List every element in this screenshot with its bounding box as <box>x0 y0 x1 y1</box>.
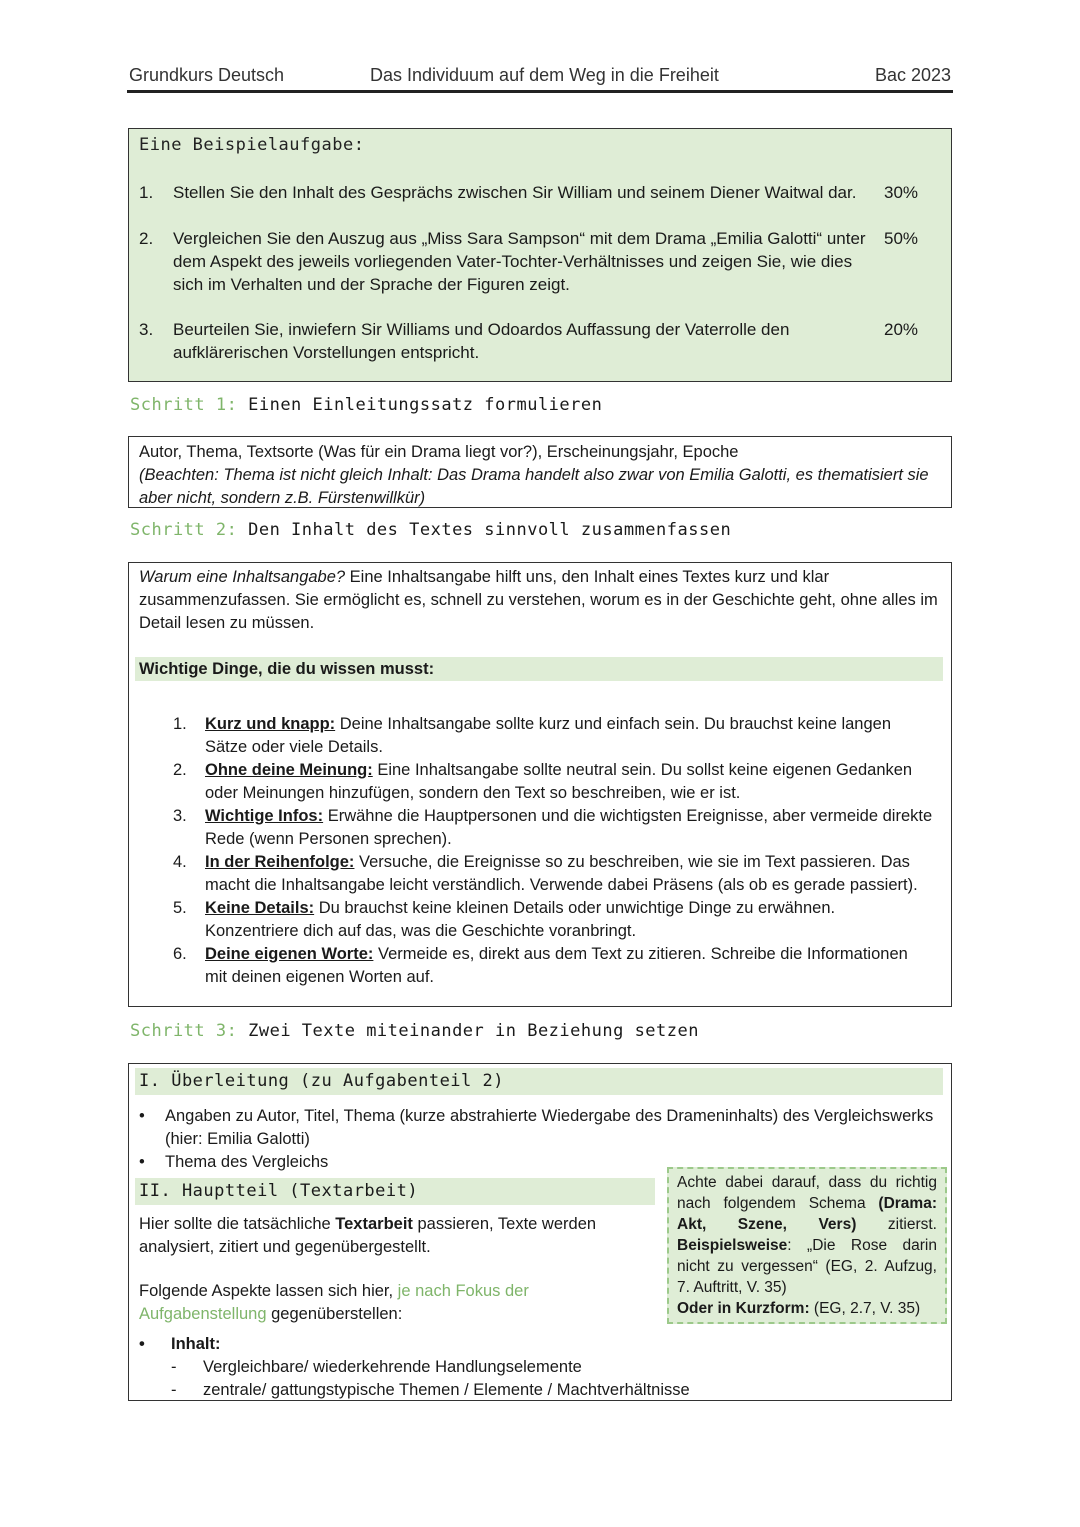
course-name: Grundkurs Deutsch <box>129 65 285 85</box>
hint-short-label: Oder in Kurzform: <box>677 1300 810 1317</box>
hint-example-label: Beispielsweise <box>677 1237 788 1254</box>
step3-heading <box>130 1021 699 1041</box>
item-number: 5. <box>173 899 187 917</box>
hint-example: : „Die Rose darin nicht zu vergessen“ (EG, 2. Aufzug, 7. Auftritt, V. 35) <box>677 1237 937 1296</box>
item-text: Eine Inhaltsangabe sollte neutral sein. Du sollst keine eigenen Gedanken oder Meinungen hinzufügen, sondern den Text so beschreiben, wie er ist. <box>205 761 913 802</box>
step3-title: Zwei Texte miteinander in Beziehung setzen <box>248 1021 699 1041</box>
item-number: 6. <box>173 945 187 963</box>
aspects-paragraph <box>139 1280 559 1326</box>
summary-rules-list <box>173 713 933 989</box>
textarbeit-post: passieren, Texte werden analysiert, zitiert und gegenübergestellt. <box>139 1215 597 1256</box>
example-task-box <box>128 128 952 382</box>
aspects-post: gegenüberstellen: <box>266 1305 403 1323</box>
inhalt-label: Inhalt: <box>171 1335 221 1353</box>
item-term: Keine Details: <box>205 899 315 917</box>
inhalt-subitem-text: Vergleichbare/ wiederkehrende Handlungselemente <box>203 1358 582 1376</box>
item-text: Du brauchst keine kleinen Details oder unwichtige Dinge zu erwähnen. Konzentriere dich auf das, was die Geschichte voranbringt. <box>205 899 836 940</box>
textarbeit-bold: Textarbeit <box>335 1215 413 1233</box>
item-number: 4. <box>173 853 187 871</box>
item-number: 3. <box>173 807 187 825</box>
step2-label: Schritt 2: <box>130 520 238 540</box>
step1-content <box>139 441 939 510</box>
bullet-text: Angaben zu Autor, Titel, Thema (kurze abstrahierte Wiedergabe des Drameninhalts) des Vergleichswerks <box>165 1107 934 1125</box>
hint-schema: (Drama: Akt, Szene, Vers) <box>677 1195 937 1233</box>
bullet-text-cont: (hier: Emilia Galotti) <box>165 1130 310 1148</box>
step1-label: Schritt 1: <box>130 395 238 415</box>
item-term: Kurz und knapp: <box>205 715 336 733</box>
task-weight: 20% <box>884 320 919 339</box>
task-text: Beurteilen Sie, inwiefern Sir Williams und Odoardos Auffassung der Vaterrolle den aufklärerischen Vorstellungen entspricht. <box>173 320 790 362</box>
aspects-pre: Folgende Aspekte lassen sich hier, <box>139 1282 398 1300</box>
step1-line: Autor, Thema, Textsorte (Was für ein Drama liegt vor?), Erscheinungsjahr, Epoche <box>139 443 739 461</box>
step1-heading <box>130 395 602 415</box>
step3-box: I. Überleitung (zu Aufgabenteil 2) • Angaben zu Autor, Titel, Thema (kurze abstrahierte Wiedergabe des Drameninhalts) des Vergleichswerks (hier: Emilia Galotti) • Thema des Vergleichs II. Hauptteil (Textarbeit) Hier sollte die tatsächliche Textarbeit passieren, Texte werden analysiert, zitiert und gegenübergestellt. Folgende Aspekte lassen sich hier, je nach Fokus der Aufgabenstellung gegenüberstellen: • Inhalt: - Vergleichbare/ wiederkehrende Handlungselemente - zentrale/ gattungstypische Themen / Elemente / Machtverhältnisse Achte dabei darauf, dass du richtig nach folgendem Schema (Drama: Akt, Szene, Vers) zitierst. Beispielsweise: „Die Rose darin nicht zu vergessen“ (EG, 2. Aufzug, 7. Auftritt, V. 35) Oder in Kurzform: (EG, 2.7, V. 35) <box>128 1063 952 1401</box>
step2-subheading: Wichtige Dinge, die du wissen musst: <box>139 660 435 678</box>
hint-text: Achte dabei darauf, dass du richtig nach folgendem Schema <box>677 1174 937 1212</box>
step2-title: Den Inhalt des Textes sinnvoll zusammenfassen <box>248 520 732 540</box>
textarbeit-pre: Hier sollte die tatsächliche <box>139 1215 336 1233</box>
item-text: Versuche, die Ereignisse so zu beschreiben, wie sie im Text passieren. Das macht die Inhaltsangabe leicht verständlich. Verwende dabei Präsens (als ob es gerade passiert). <box>205 853 918 894</box>
step3-label: Schritt 3: <box>130 1021 238 1041</box>
section1-heading: I. Überleitung (zu Aufgabenteil 2) <box>139 1071 504 1091</box>
citation-hint-box <box>667 1167 947 1324</box>
list-item <box>173 759 933 805</box>
task-weight: 50% <box>884 229 919 248</box>
page-header <box>127 62 953 93</box>
step2-heading <box>130 520 731 540</box>
example-task-title: Eine Beispielaufgabe: <box>139 135 365 155</box>
bullet-dot: • <box>139 1335 145 1353</box>
hint-short: (EG, 2.7, V. 35) <box>809 1300 921 1317</box>
bullet-text: Thema des Vergleichs <box>165 1153 329 1171</box>
inhalt-subitem-text: zentrale/ gattungstypische Themen / Elemente / Machtverhältnisse <box>203 1381 690 1399</box>
list-item <box>173 713 933 759</box>
list-item <box>173 943 933 989</box>
step1-note: (Beachten: Thema ist nicht gleich Inhalt: Das Drama handelt also zwar von Emilia Galotti, es thematisiert sie aber nicht, sondern z.B. Fürstenwillkür) <box>139 466 929 507</box>
intro-text: Eine Inhaltsangabe hilft uns, den Inhalt eines Textes kurz und klar zusammenzufassen. Sie ermöglicht es, schnell zu verstehen, worum es in der Geschichte geht, ohne alles im Detail lesen zu müssen. <box>139 568 938 632</box>
item-text: Vermeide es, direkt aus dem Text zu zitieren. Schreibe die Informationen mit deinen eigenen Worten auf. <box>205 945 908 986</box>
task-weight: 30% <box>884 183 919 202</box>
task-number: 1. <box>139 183 154 202</box>
section2-heading: II. Hauptteil (Textarbeit) <box>139 1181 419 1201</box>
hint-text: zitierst. <box>856 1216 937 1233</box>
step1-box <box>128 436 952 508</box>
item-text: Erwähne die Hauptpersonen und die wichtigsten Ereignisse, aber vermeide direkte Rede (wenn Personen sprechen). <box>205 807 933 848</box>
task-number: 2. <box>139 229 154 248</box>
exam-label: Bac 2023 <box>874 65 951 85</box>
item-term: In der Reihenfolge: <box>205 853 355 871</box>
step2-intro <box>139 566 939 635</box>
step1-title: Einen Einleitungssatz formulieren <box>248 395 603 415</box>
item-number: 1. <box>173 715 187 733</box>
list-item <box>173 897 933 943</box>
bullet-dot: • <box>139 1153 145 1171</box>
item-term: Deine eigenen Worte: <box>205 945 374 963</box>
step2-box <box>128 562 952 1007</box>
bullet-dot: • <box>139 1107 145 1125</box>
item-term: Ohne deine Meinung: <box>205 761 373 779</box>
list-item <box>173 805 933 851</box>
list-item <box>173 851 933 897</box>
item-term: Wichtige Infos: <box>205 807 324 825</box>
item-number: 2. <box>173 761 187 779</box>
intro-question: Warum eine Inhaltsangabe? <box>139 568 346 586</box>
item-text: Deine Inhaltsangabe sollte kurz und einfach sein. Du brauchst keine langen Sätze oder viele Details. <box>205 715 892 756</box>
textarbeit-paragraph <box>139 1213 629 1259</box>
task-text: Vergleichen Sie den Auszug aus „Miss Sara Sampson“ mit dem Drama „Emilia Galotti“ unter dem Aspekt des jeweils vorliegenden Vater-Tochter-Verhältnisses und zeigen Sie, wie dies sich im Verhalten und der Sprache der Figuren zeigt. <box>173 229 866 294</box>
task-text: Stellen Sie den Inhalt des Gesprächs zwischen Sir William und seinem Diener Waitwal dar. <box>173 183 857 202</box>
aspects-highlight: je nach Fokus der Aufgabenstellung <box>139 1282 529 1323</box>
task-number: 3. <box>139 320 154 339</box>
topic-title: Das Individuum auf dem Weg in die Freiheit <box>370 65 719 85</box>
